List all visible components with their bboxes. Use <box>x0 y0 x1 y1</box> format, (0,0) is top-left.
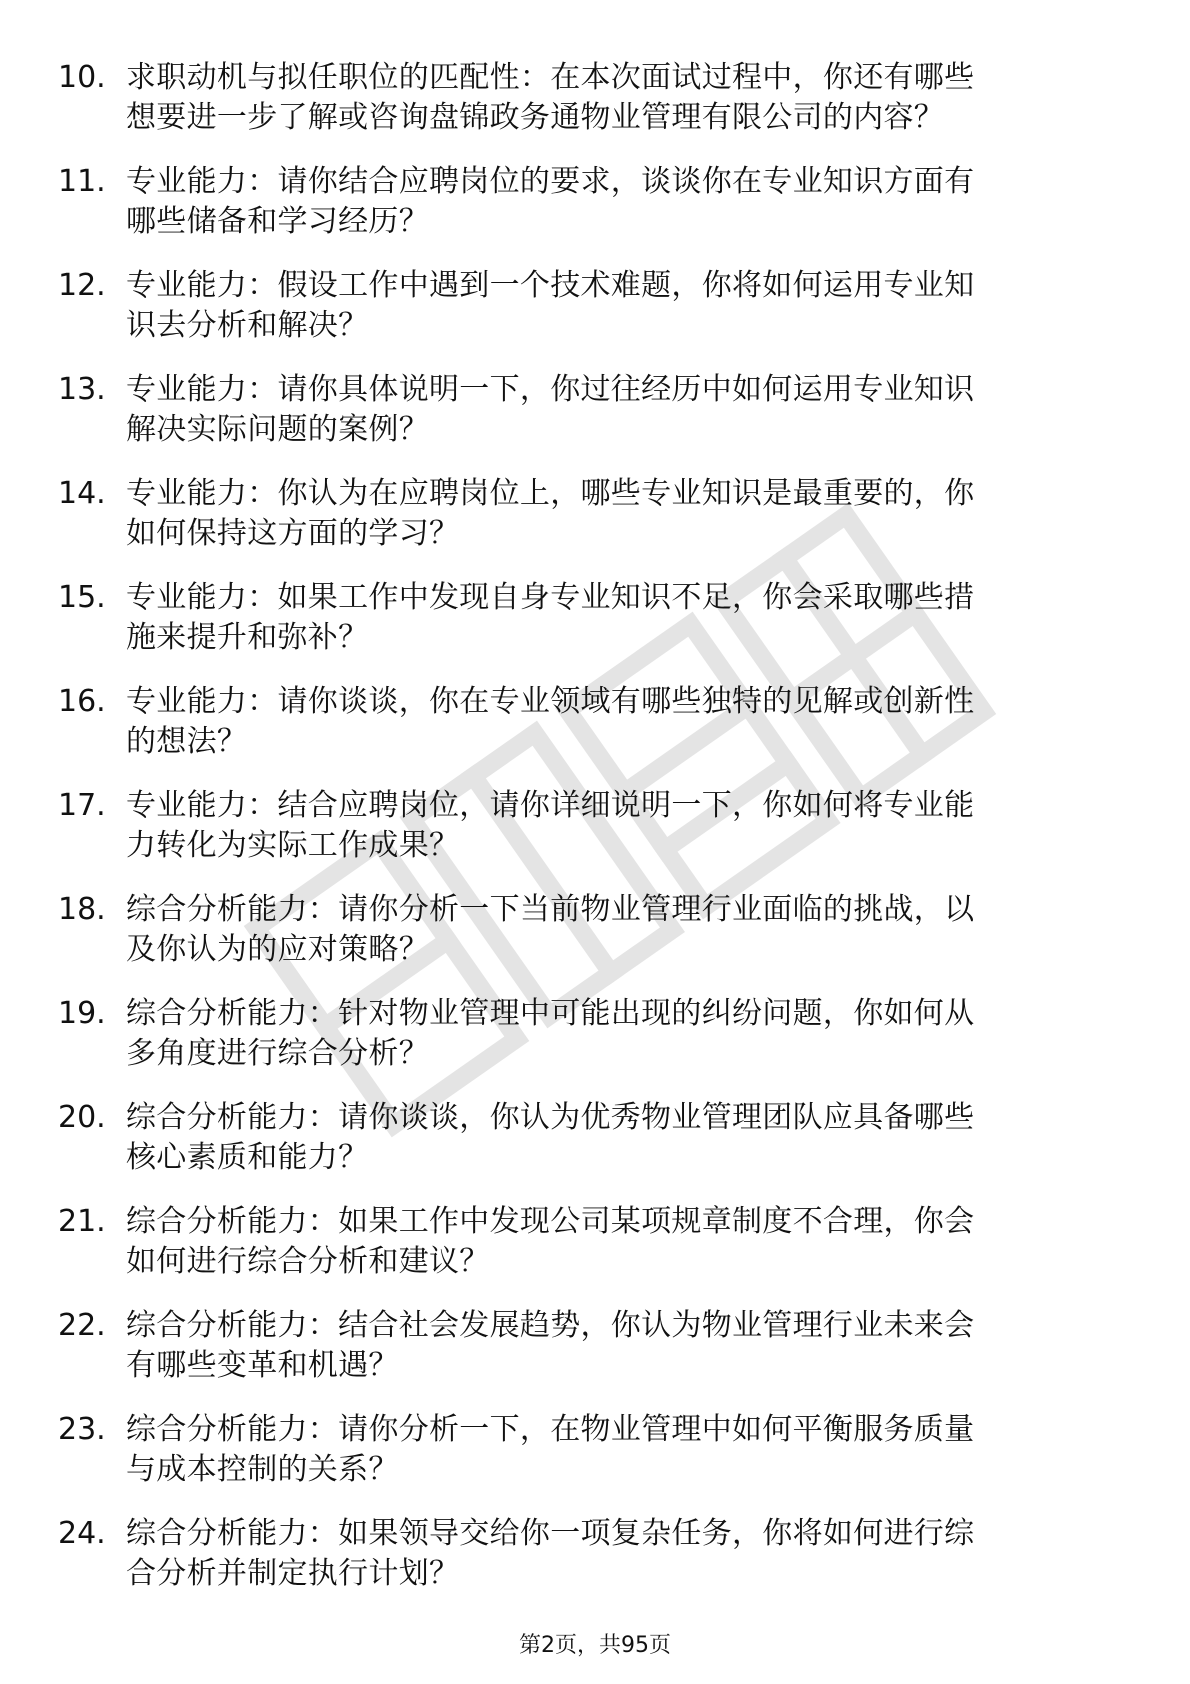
question-number: 24. <box>58 1516 106 1551</box>
question-text <box>126 162 1126 242</box>
page-footer <box>0 1632 1190 1660</box>
question-text-line: 解决实际问题的案例？ <box>126 412 429 447</box>
question-item <box>58 1092 1138 1196</box>
question-text <box>126 578 1126 658</box>
question-item <box>58 884 1138 988</box>
question-item <box>58 156 1138 260</box>
question-list <box>58 52 1138 1612</box>
question-item <box>58 1300 1138 1404</box>
question-text-line: 与成本控制的关系？ <box>126 1452 399 1487</box>
question-text-line: 如何保持这方面的学习？ <box>126 516 460 551</box>
question-text-line: 合分析并制定执行计划？ <box>126 1556 460 1591</box>
question-text-line: 的想法？ <box>126 724 248 759</box>
question-text-line: 多角度进行综合分析？ <box>126 1036 429 1071</box>
question-text-line: 想要进一步了解或咨询盘锦政务通物业管理有限公司的内容？ <box>126 100 945 135</box>
question-number: 18. <box>58 892 106 927</box>
question-text <box>126 890 1126 970</box>
question-text-line: 专业能力：请你结合应聘岗位的要求，谈谈你在专业知识方面有 <box>126 164 975 199</box>
question-text <box>126 1306 1126 1386</box>
question-text-line: 力转化为实际工作成果？ <box>126 828 460 863</box>
question-text-line: 如何进行综合分析和建议？ <box>126 1244 490 1279</box>
question-item <box>58 260 1138 364</box>
question-text <box>126 1202 1126 1282</box>
question-text <box>126 1098 1126 1178</box>
question-text <box>126 994 1126 1074</box>
question-text-line: 有哪些变革和机遇？ <box>126 1348 399 1383</box>
question-text <box>126 1514 1126 1594</box>
question-text-line: 综合分析能力：如果领导交给你一项复杂任务，你将如何进行综 <box>126 1516 975 1551</box>
question-item <box>58 1404 1138 1508</box>
question-text-line: 专业能力：你认为在应聘岗位上，哪些专业知识是最重要的，你 <box>126 476 975 511</box>
question-text-line: 专业能力：请你谈谈，你在专业领域有哪些独特的见解或创新性 <box>126 684 975 719</box>
question-number: 10. <box>58 60 106 95</box>
question-item <box>58 1196 1138 1300</box>
question-number: 17. <box>58 788 106 823</box>
question-text-line: 专业能力：结合应聘岗位，请你详细说明一下，你如何将专业能 <box>126 788 975 823</box>
question-item <box>58 1508 1138 1612</box>
question-text <box>126 786 1126 866</box>
question-text-line: 核心素质和能力？ <box>126 1140 369 1175</box>
question-number: 19. <box>58 996 106 1031</box>
question-text-line: 求职动机与拟任职位的匹配性：在本次面试过程中，你还有哪些 <box>126 60 975 95</box>
question-number: 11. <box>58 164 106 199</box>
question-text <box>126 682 1126 762</box>
page-number-label: 第2页，共95页 <box>519 1633 671 1658</box>
question-item <box>58 676 1138 780</box>
question-text-line: 综合分析能力：如果工作中发现公司某项规章制度不合理，你会 <box>126 1204 975 1239</box>
question-number: 20. <box>58 1100 106 1135</box>
question-text-line: 专业能力：如果工作中发现自身专业知识不足，你会采取哪些措 <box>126 580 975 615</box>
question-text-line: 专业能力：假设工作中遇到一个技术难题，你将如何运用专业知 <box>126 268 975 303</box>
question-item <box>58 572 1138 676</box>
question-item <box>58 988 1138 1092</box>
question-number: 16. <box>58 684 106 719</box>
question-number: 12. <box>58 268 106 303</box>
question-text-line: 专业能力：请你具体说明一下，你过往经历中如何运用专业知识 <box>126 372 975 407</box>
question-number: 14. <box>58 476 106 511</box>
question-text-line: 综合分析能力：针对物业管理中可能出现的纠纷问题，你如何从 <box>126 996 975 1031</box>
question-text <box>126 474 1126 554</box>
question-text-line: 识去分析和解决？ <box>126 308 369 343</box>
question-number: 22. <box>58 1308 106 1343</box>
question-number: 13. <box>58 372 106 407</box>
question-text-line: 哪些储备和学习经历？ <box>126 204 429 239</box>
question-text <box>126 266 1126 346</box>
question-text-line: 施来提升和弥补？ <box>126 620 369 655</box>
question-text-line: 综合分析能力：结合社会发展趋势，你认为物业管理行业未来会 <box>126 1308 975 1343</box>
question-text-line: 综合分析能力：请你谈谈，你认为优秀物业管理团队应具备哪些 <box>126 1100 975 1135</box>
question-number: 21. <box>58 1204 106 1239</box>
question-text-line: 综合分析能力：请你分析一下当前物业管理行业面临的挑战，以 <box>126 892 975 927</box>
question-item <box>58 468 1138 572</box>
question-item <box>58 364 1138 468</box>
question-item <box>58 52 1138 156</box>
question-text <box>126 1410 1126 1490</box>
question-text <box>126 58 1126 138</box>
question-item <box>58 780 1138 884</box>
question-number: 23. <box>58 1412 106 1447</box>
question-number: 15. <box>58 580 106 615</box>
question-text-line: 综合分析能力：请你分析一下，在物业管理中如何平衡服务质量 <box>126 1412 975 1447</box>
question-text-line: 及你认为的应对策略？ <box>126 932 429 967</box>
question-text <box>126 370 1126 450</box>
